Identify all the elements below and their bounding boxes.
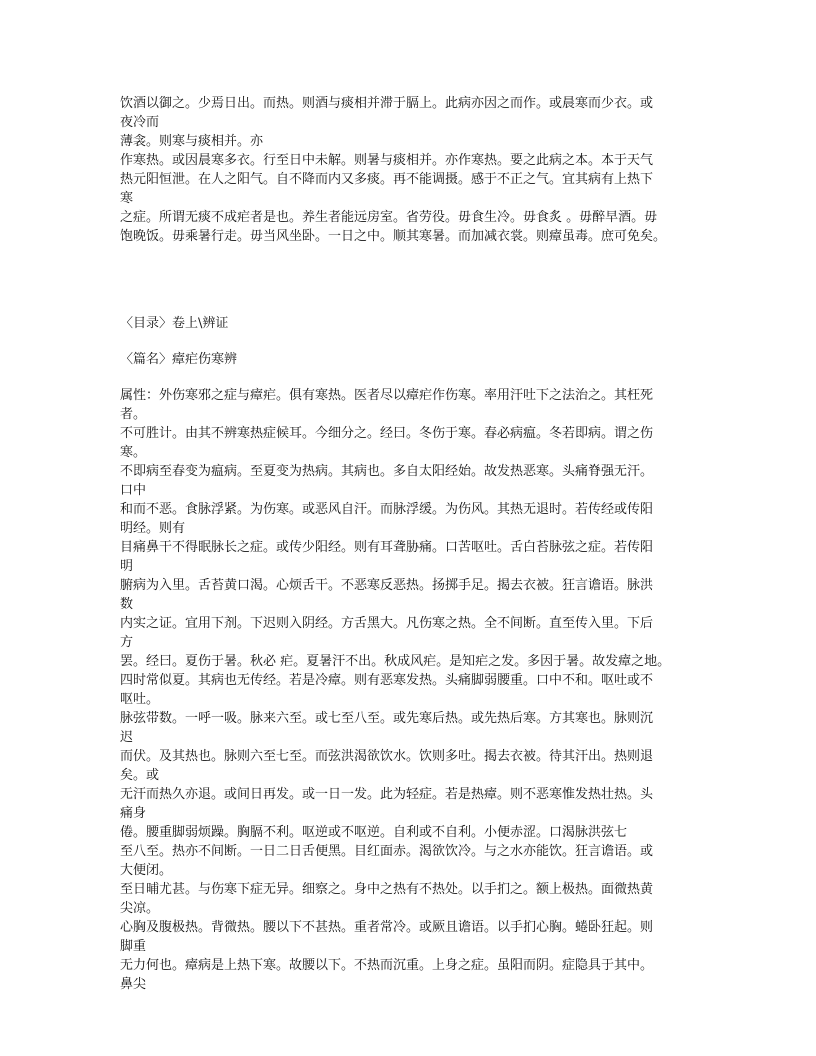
chapter-title: 〈篇名〉瘴疟伤寒辨: [120, 352, 238, 367]
text-line: 内实之证。宜用下剂。下迟则入阴经。方舌黑大。凡伤寒之热。全不间断。直至传入里。下后: [120, 616, 654, 631]
text-line: 口中: [120, 483, 147, 498]
text-line: 目痛鼻干不得眠脉长之症。或传少阳经。则有耳聋胁痛。口苦呕吐。舌白苔脉弦之症。若传阳: [120, 540, 654, 555]
text-line: 大便闭。: [120, 863, 173, 878]
text-line: 罢。经曰。夏伤于暑。秋必 疟。夏暑汗不出。秋成风疟。是知疟之发。多因于暑。故发瘴之地。: [120, 654, 671, 669]
text-line: 不即病至春变为瘟病。至夏变为热病。其病也。多自太阳经始。故发热恶寒。头痛脊强无汗。: [120, 464, 654, 479]
text-line: 明: [120, 559, 134, 574]
text-line: 无汗而热久亦退。或间日再发。或一日一发。此为轻症。若是热瘴。则不恶寒惟发热壮热。头: [120, 787, 654, 802]
text-line: 寒。: [120, 445, 147, 460]
text-line: 无力何也。瘴病是上热下寒。故腰以下。不热而沉重。上身之症。虽阳而阴。症隐具于其中。: [120, 958, 654, 973]
text-line: 尖凉。: [120, 901, 160, 916]
text-line: 脉弦带数。一呼一吸。脉来六至。或七至八至。或先寒后热。或先热后寒。方其寒也。脉则沉: [120, 711, 654, 726]
text-line: 热元阳恒泄。在人之阳气。自不降而内又多痰。再不能调摄。感于不正之气。宜其病有上热下: [120, 172, 654, 187]
text-line: 倦。腰重脚弱烦躁。胸膈不利。呕逆或不呕逆。自利或不自利。小便赤涩。口渴脉洪弦七: [120, 825, 628, 840]
text-line: 饱晚饭。毋乘暑行走。毋当风坐卧。一日之中。顺其寒暑。而加减衣裳。则瘴虽毒。庶可免矣。: [120, 229, 667, 244]
text-line: 明经。则有: [120, 521, 186, 536]
text-line: 数: [120, 597, 134, 612]
text-line: 饮酒以御之。少焉日出。而热。则酒与痰相并滞于膈上。此病亦因之而作。或晨寒而少衣。或: [120, 96, 654, 111]
text-line: 心胸及腹极热。背微热。腰以下不甚热。重者常冷。或厥且谵语。以手扪心胸。蜷卧狂起。则: [120, 920, 654, 935]
text-line: 方: [120, 635, 134, 650]
text-line: 迟: [120, 730, 134, 745]
text-line: 腑病为入里。舌苔黄口渴。心烦舌干。不恶寒反恶热。扬掷手足。揭去衣被。狂言谵语。脉洪: [120, 578, 654, 593]
text-line: 脚重: [120, 939, 147, 954]
document-page: [120, 94, 700, 994]
intro-paragraph: [120, 94, 700, 246]
text-line: 寒: [120, 191, 134, 206]
text-line: 薄衾。则寒与痰相并。亦: [120, 134, 264, 149]
text-line: 和而不恶。食脉浮紧。为伤寒。或恶风自汗。而脉浮缓。为伤风。其热无退时。若传经或传阳: [120, 502, 654, 517]
text-line: 至八至。热亦不间断。一日二日舌便黑。目红面赤。渴欲饮冷。与之水亦能饮。狂言谵语。或: [120, 844, 654, 859]
text-line: 鼻尖: [120, 977, 147, 992]
text-line: 痛身: [120, 806, 147, 821]
text-line: 四时常似夏。其病也无传经。若是冷瘴。则有恶寒发热。头痛脚弱腰重。口中不和。呕吐或不: [120, 673, 654, 688]
text-line: 作寒热。或因晨寒多衣。行至日中未解。则暑与痰相并。亦作寒热。要之此病之本。本于天气: [120, 153, 654, 168]
text-line: 者。: [120, 407, 147, 422]
text-line: 之症。所谓无痰不成疟者是也。养生者能远房室。省劳役。毋食生冷。毋食炙 。毋醉早酒。毋: [120, 210, 658, 225]
text-line: 而伏。及其热也。脉则六至七至。而弦洪渴欲饮水。饮则多吐。揭去衣被。待其汗出。热则退: [120, 749, 654, 764]
body-paragraph: [120, 386, 700, 994]
text-line: 属性：外伤寒邪之症与瘴疟。俱有寒热。医者尽以瘴疟作伤寒。率用汗吐下之法治之。其枉死: [120, 388, 654, 403]
catalog-heading: 〈目录〉卷上\辨证: [120, 316, 229, 331]
text-line: 呕吐。: [120, 692, 160, 707]
text-line: 不可胜计。由其不辨寒热症候耳。今细分之。经曰。冬伤于寒。春必病瘟。冬若即病。谓之伤: [120, 426, 654, 441]
text-line: 至日晡尤甚。与伤寒下症无异。细察之。身中之热有不热处。以手扪之。额上极热。面微热黄: [120, 882, 654, 897]
text-line: 矣。或: [120, 768, 160, 783]
text-line: 夜冷而: [120, 115, 160, 130]
